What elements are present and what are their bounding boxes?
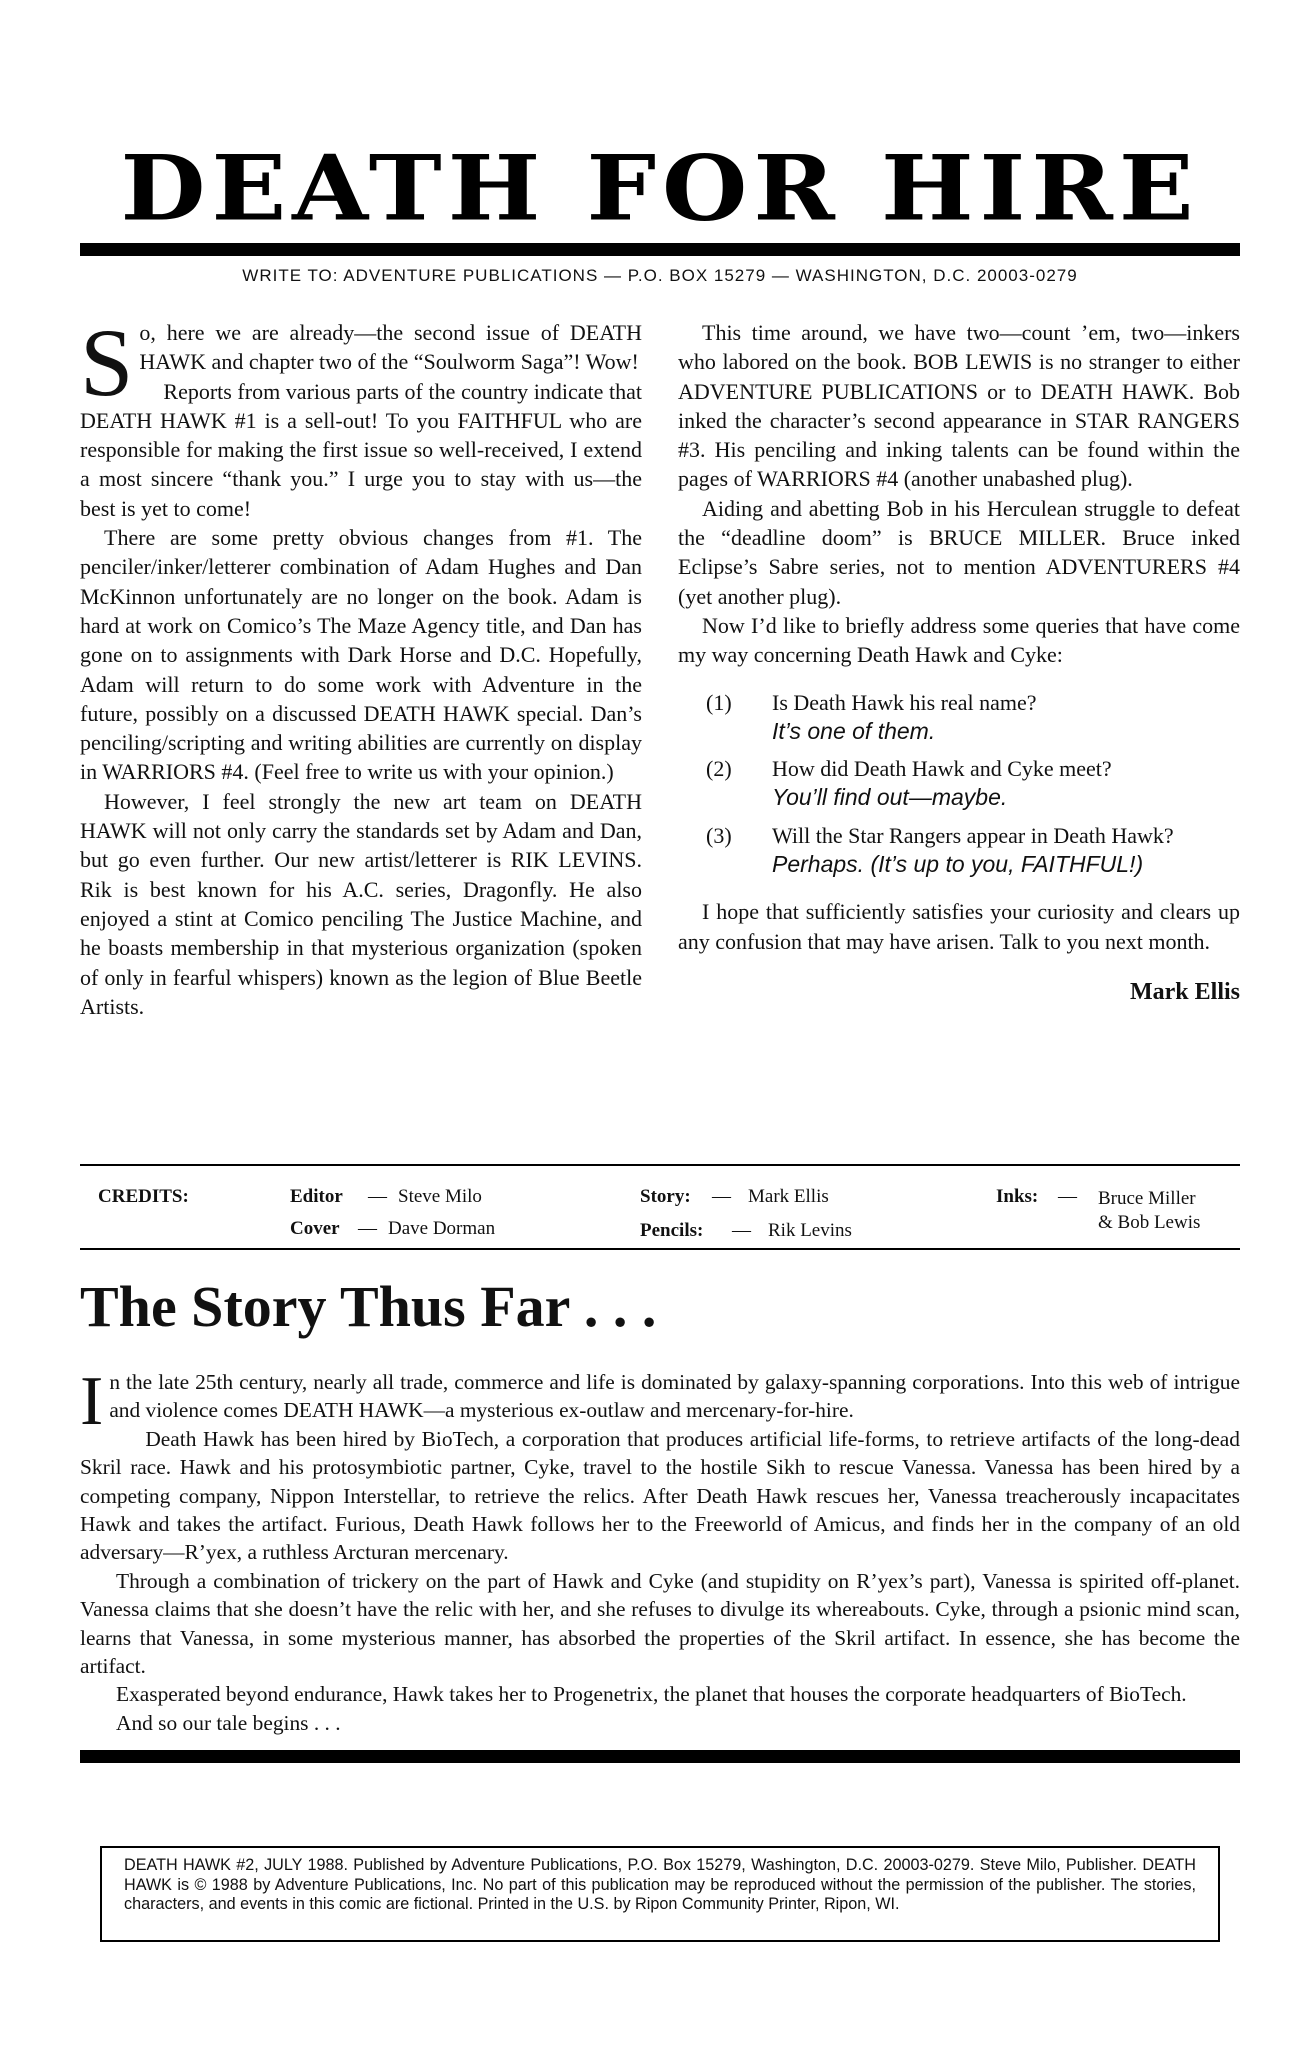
qa-item xyxy=(678,754,1240,813)
letter-paragraph: I hope that sufficiently satisfies your curiosity and clears up any confusion that may have arisen. Talk to you next month. xyxy=(678,899,1240,954)
credits-top-rule xyxy=(80,1164,1240,1166)
penciler: Rik Levins xyxy=(768,1220,852,1241)
qa-question: Will the Star Rangers appear in Death Hawk? xyxy=(772,822,1174,848)
qa-number: (3) xyxy=(706,822,732,848)
editor-name: Steve Milo xyxy=(398,1186,482,1207)
story-label: Story: xyxy=(640,1186,691,1207)
letter-column-left xyxy=(80,309,642,1021)
letter-paragraph: Reports from various parts of the country indicate that DEATH HAWK #1 is a sell-out! To you FAITHFUL who are responsible for making the first issue so well-received, I extend a most sincere “thank you.” I urge you to stay with us—the best is yet to come! xyxy=(80,378,642,521)
editor-label: Editor xyxy=(290,1186,343,1207)
credits-dash: — xyxy=(712,1186,731,1207)
cover-label: Cover xyxy=(290,1218,340,1239)
qa-list xyxy=(678,688,1240,880)
story-thus-far-text xyxy=(80,1363,1240,1737)
credits-dash: — xyxy=(358,1218,377,1239)
drop-cap: I xyxy=(80,1363,104,1440)
credits-dash: — xyxy=(368,1186,387,1207)
story-paragraph: In the late 25th century, nearly all trade, commerce and life is dominated by galaxy-spanning corporations. Into this web of intrigue and violence comes DEATH HAWK—a mysterious ex-outlaw and mercenary-for-hire. xyxy=(80,1363,1240,1440)
credits-box xyxy=(80,1176,1240,1246)
section-rule xyxy=(80,1750,1240,1763)
inker-1: Bruce Miller xyxy=(1098,1188,1196,1209)
letter-column-right xyxy=(678,318,1240,1007)
qa-answer: It’s one of them. xyxy=(772,717,936,744)
story-thus-far-title: The Story Thus Far . . . xyxy=(80,1274,657,1339)
story-paragraph: Through a combination of trickery on the part of Hawk and Cyke (and stupidity on R’yex’s part), Vanessa is spirited off-planet. Vanessa claims that she doesn’t have the relic with her, and she refuses to divulge its whereabouts. Cyke, through a psionic mind scan, learns that Vanessa, in some mysterious manner, has absorbed the properties of the Skril artifact. In essence, she has become the artifact. xyxy=(80,1568,1240,1679)
indicia-box: DEATH HAWK #2, JULY 1988. Published by Adventure Publications, P.O. Box 15279, Washington, D.C. 20003-0279. Steve Milo, Publisher. DEATH HAWK is © 1988 by Adventure Publications, Inc. No part of this publication may be reproduced without the permission of the publisher. The stories, characters, and events in this comic are fictional. Printed in the U.S. by Ripon Community Printer, Ripon, WI. xyxy=(100,1846,1220,1942)
story-writer: Mark Ellis xyxy=(748,1186,829,1207)
drop-cap: S xyxy=(80,309,134,416)
qa-answer: You’ll find out—maybe. xyxy=(772,784,1008,811)
inks-label: Inks: xyxy=(996,1186,1039,1207)
letter-paragraph: There are some pretty obvious changes from #1. The penciler/inker/letterer combination of Adam Hughes and Dan McKinnon unfortunately are no longer on the book. Adam is hard at work on Comico’s The Maze Agency title, and Dan has gone on to assignments with Dark Horse and D.C. Hopefully, Adam will return to do some work with Adventure in the future, possibly on a discussed DEATH HAWK special. Dan’s penciling/scripting and writing abilities are currently on display in WARRIORS #4. (Feel free to write us with your opinion.) xyxy=(80,525,642,785)
letter-paragraph: Aiding and abetting Bob in his Herculean struggle to defeat the “deadline doom” is BRUCE MILLER. Bruce inked Eclipse’s Sabre series, not to mention ADVENTURERS #4 (yet another plug). xyxy=(678,495,1240,609)
qa-question: Is Death Hawk his real name? xyxy=(772,689,1037,715)
credits-bottom-rule xyxy=(80,1248,1240,1250)
qa-number: (2) xyxy=(706,756,732,782)
letter-paragraph: So, here we are already—the second issue of DEATH HAWK and chapter two of the “Soulworm Saga”! Wow! xyxy=(80,309,642,416)
pencils-label: Pencils: xyxy=(640,1220,704,1241)
letter-paragraph: Now I’d like to briefly address some queries that have come my way concerning Death Hawk and Cyke: xyxy=(678,612,1240,668)
qa-question: How did Death Hawk and Cyke meet? xyxy=(772,756,1112,782)
credits-dash: — xyxy=(732,1220,751,1241)
credits-dash: — xyxy=(1058,1186,1077,1207)
cover-artist: Dave Dorman xyxy=(388,1218,496,1239)
masthead-rule xyxy=(80,243,1240,256)
write-to-address: WRITE TO: ADVENTURE PUBLICATIONS — P.O. BOX 15279 — WASHINGTON, D.C. 20003-0279 xyxy=(242,266,1078,285)
credits-heading: CREDITS: xyxy=(98,1186,189,1207)
signature: Mark Ellis xyxy=(1129,978,1240,1005)
qa-number: (1) xyxy=(706,689,732,715)
qa-item xyxy=(678,821,1240,880)
story-paragraph: And so our tale begins . . . xyxy=(116,1710,341,1735)
qa-answer: Perhaps. (It’s up to you, FAITHFUL!) xyxy=(772,851,1144,878)
story-paragraph: Death Hawk has been hired by BioTech, a corporation that produces artificial life-forms, to retrieve artifacts of the long-dead Skril race. Hawk and his protosymbiotic partner, Cyke, travel to the hostile Sikh to rescue Vanessa. Vanessa has been hired by a competing company, Nippon Interstellar, to retrieve the relics. After Death Hawk rescues her, Vanessa treacherously incapacitates Hawk and takes the artifact. Furious, Death Hawk follows her to the Freeworld of Amicus, and finds her in the company of an old adversary—R’yex, a ruthless Arcturan mercenary. xyxy=(80,1426,1240,1565)
letter-paragraph: However, I feel strongly the new art team on DEATH HAWK will not only carry the standards set by Adam and Dan, but go even further. Our new artist/letterer is RIK LEVINS. Rik is best known for his A.C. series, Dragonfly. He also enjoyed a stint at Comico penciling The Justice Machine, and he boasts membership in that mysterious organization (spoken of only in fearful whispers) known as the legion of Blue Beetle Artists. xyxy=(80,788,642,1019)
masthead-title: DEATH FOR HIRE xyxy=(120,135,1200,242)
story-paragraph: Exasperated beyond endurance, Hawk takes her to Progenetrix, the planet that houses the corporate headquarters of BioTech. xyxy=(116,1682,1187,1707)
letter-paragraph: This time around, we have two—count ’em, two—inkers who labored on the book. BOB LEWIS is no stranger to either ADVENTURE PUBLICATIONS or to DEATH HAWK. Bob inked the character’s second appearance in STAR RANGERS #3. His penciling and inking talents can be found within the pages of WARRIORS #4 (another unabashed plug). xyxy=(678,320,1240,492)
qa-item xyxy=(678,688,1240,747)
inker-2: & Bob Lewis xyxy=(1098,1212,1201,1233)
